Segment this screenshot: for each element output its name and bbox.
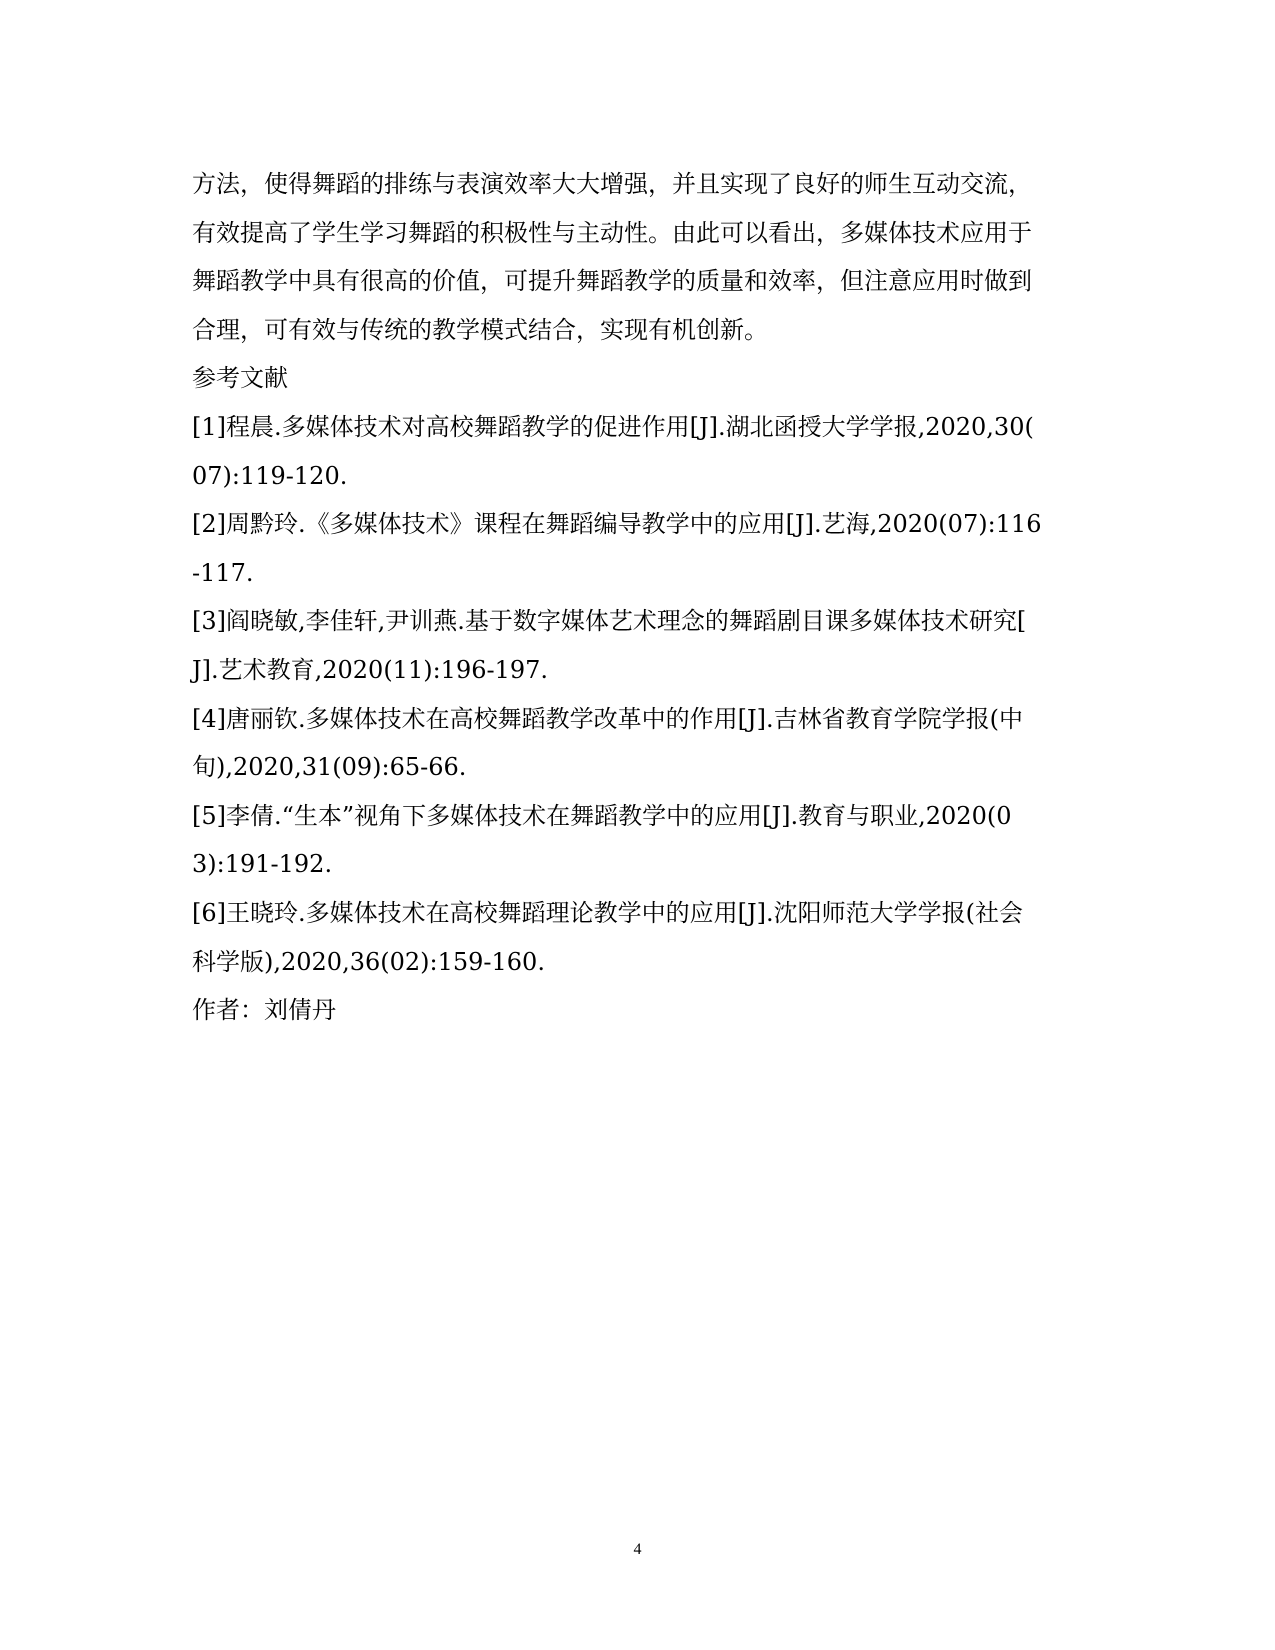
paragraph-line: 合理，可有效与传统的教学模式结合，实现有机创新。 <box>192 315 768 344</box>
reference-line: [1]程晨.多媒体技术对高校舞蹈教学的促进作用[J].湖北函授大学学报,2020,30( <box>192 412 1034 441</box>
author-line: 作者：刘倩丹 <box>192 996 336 1025</box>
reference-line: [2]周黔玲.《多媒体技术》课程在舞蹈编导教学中的应用[J].艺海,2020(07):116 <box>192 510 1042 539</box>
reference-line: 07):119-120. <box>192 461 348 490</box>
reference-line: [6]王晓玲.多媒体技术在高校舞蹈理论教学中的应用[J].沈阳师范大学学报(社会 <box>192 898 1023 927</box>
page-number: 4 <box>633 1541 642 1558</box>
reference-line: 3):191-192. <box>192 850 333 879</box>
reference-line: [4]唐丽钦.多媒体技术在高校舞蹈教学改革中的作用[J].吉林省教育学院学报(中 <box>192 704 1023 733</box>
reference-list <box>192 403 1092 986</box>
reference-line: [3]阎晓敏,李佳轩,尹训燕.基于数字媒体艺术理念的舞蹈剧目课多媒体技术研究[ <box>192 607 1027 636</box>
references-heading: 参考文献 <box>192 364 288 393</box>
reference-line: 旬),2020,31(09):65-66. <box>192 753 467 782</box>
body-paragraph <box>192 160 1092 354</box>
paragraph-line: 舞蹈教学中具有很高的价值，可提升舞蹈教学的质量和效率，但注意应用时做到 <box>192 267 1032 296</box>
reference-line: J].艺术教育,2020(11):196-197. <box>192 655 549 684</box>
paragraph-line: 有效提高了学生学习舞蹈的积极性与主动性。由此可以看出，多媒体技术应用于 <box>192 218 1032 247</box>
paragraph-line: 方法，使得舞蹈的排练与表演效率大大增强，并且实现了良好的师生互动交流， <box>192 170 1032 198</box>
page-content <box>192 160 1092 1035</box>
reference-line: [5]李倩.“生本”视角下多媒体技术在舞蹈教学中的应用[J].教育与职业,2020(0 <box>192 801 1012 830</box>
reference-line: -117. <box>192 558 254 587</box>
reference-line: 科学版),2020,36(02):159-160. <box>192 947 545 976</box>
